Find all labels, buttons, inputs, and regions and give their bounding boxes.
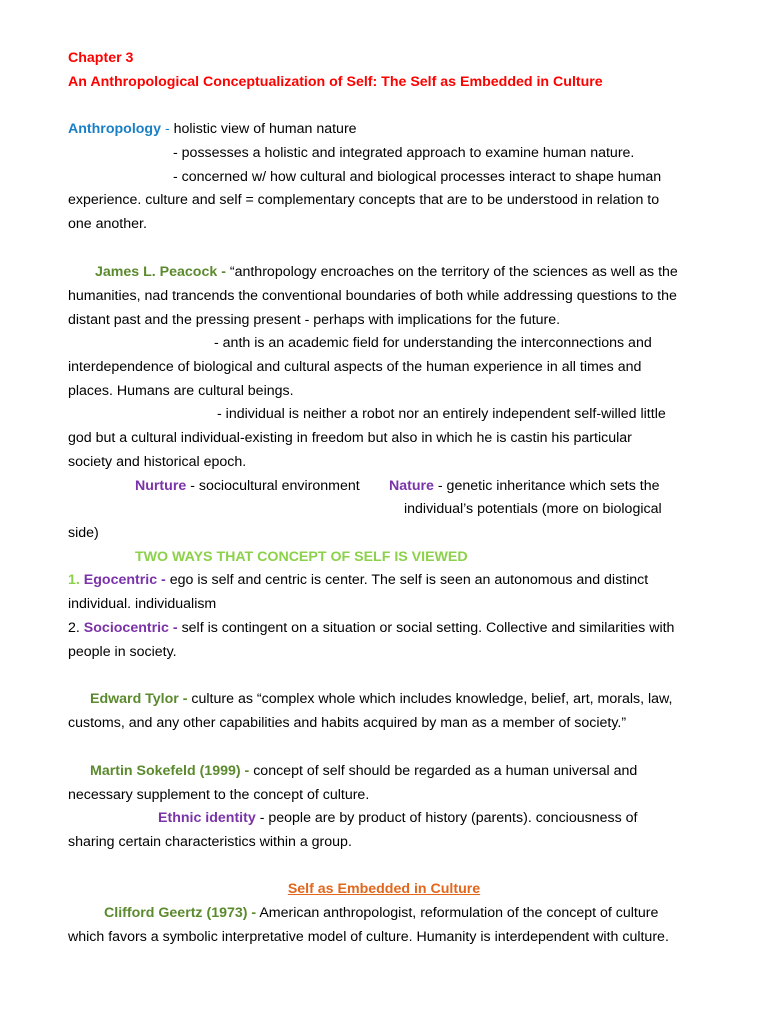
sokefeld-line-1: concept of self should be regarded as a human universal and [249,763,638,779]
egocentric-line-2: individual. individualism [68,596,217,612]
anthropology-line-4: experience. culture and self = complementary concepts that are to be understood in relation to [68,192,660,208]
egocentric-number: 1. [68,572,80,588]
anthropology-term: Anthropology [68,121,161,137]
peacock-line-9: society and historical epoch. [68,454,247,470]
egocentric-item [68,571,648,589]
peacock-name: James L. Peacock - [95,264,226,280]
sociocentric-item [68,619,674,637]
two-ways-heading: TWO WAYS THAT CONCEPT OF SELF IS VIEWED [135,549,468,565]
sokefeld-line-4: sharing certain characteristics within a group. [68,834,352,850]
sociocentric-term: Sociocentric - [83,620,178,636]
sokefeld-line-2: necessary supplement to the concept of culture. [68,787,370,803]
tylor-paragraph [90,690,672,708]
anthropology-dash: - [161,121,174,137]
egocentric-term: Egocentric - [83,572,166,588]
anthropology-line-2: - possesses a holistic and integrated approach to examine human nature. [173,145,635,161]
nurture-term: Nurture [135,478,187,494]
peacock-paragraph [95,263,678,281]
nurture-text: - sociocultural environment [186,478,360,494]
anthropology-line-3: - concerned w/ how cultural and biological processes interact to shape human [173,169,662,185]
geertz-line-2: which favors a symbolic interpretative model of culture. Humanity is interdependent with culture. [68,929,669,945]
sociocentric-number: 2. [68,620,80,636]
tylor-name: Edward Tylor - [90,691,188,707]
chapter-label: Chapter 3 [68,50,134,66]
sociocentric-line-2: people in society. [68,644,177,660]
anthropology-line-1: holistic view of human nature [173,121,357,137]
embedded-heading: Self as Embedded in Culture [287,881,481,897]
embedded-heading-row [0,880,768,898]
peacock-line-5: interdependence of biological and cultural aspects of the human experience in all times and [68,359,642,375]
ethnic-identity-text: - people are by product of history (parents). conciousness of [255,810,638,826]
anthropology-definition [68,120,357,138]
geertz-line-1: American anthropologist, reformulation of the concept of culture [256,905,659,921]
peacock-line-7: - individual is neither a robot nor an entirely independent self-willed little [217,406,666,422]
ethnic-identity-term: Ethnic identity [158,810,256,826]
egocentric-text: ego is self and centric is center. The self is seen an autonomous and distinct [165,572,649,588]
ethnic-identity-definition [158,809,637,827]
tylor-line-1: culture as “complex whole which includes knowledge, belief, art, morals, law, [187,691,673,707]
nature-text: - genetic inheritance which sets the [433,478,660,494]
tylor-line-2: customs, and any other capabilities and habits acquired by man as a member of society.” [68,715,627,731]
chapter-title: An Anthropological Conceptualization of Self: The Self as Embedded in Culture [68,74,603,90]
nature-line-2: individual’s potentials (more on biological [404,501,662,517]
nature-term: Nature [389,478,434,494]
sokefeld-paragraph [90,762,637,780]
sokefeld-name: Martin Sokefeld (1999) - [90,763,250,779]
peacock-line-1: “anthropology encroaches on the territory of the sciences as well as the [225,264,678,280]
geertz-name: Clifford Geertz (1973) - [104,905,257,921]
nature-definition [389,477,660,495]
peacock-line-4: - anth is an academic field for understanding the interconnections and [214,335,652,351]
peacock-line-3: distant past and the pressing present - perhaps with implications for the future. [68,312,561,328]
peacock-line-8: god but a cultural individual-existing in freedom but also in which he is castin his particular [68,430,632,446]
peacock-line-6: places. Humans are cultural beings. [68,383,294,399]
anthropology-line-5: one another. [68,216,147,232]
geertz-paragraph [104,904,658,922]
peacock-line-2: humanities, nad trancends the conventional boundaries of both while addressing questions to the [68,288,677,304]
sociocentric-text: self is contingent on a situation or social setting. Collective and similarities with [177,620,675,636]
nature-line-3: side) [68,525,99,541]
nurture-definition [135,477,360,495]
